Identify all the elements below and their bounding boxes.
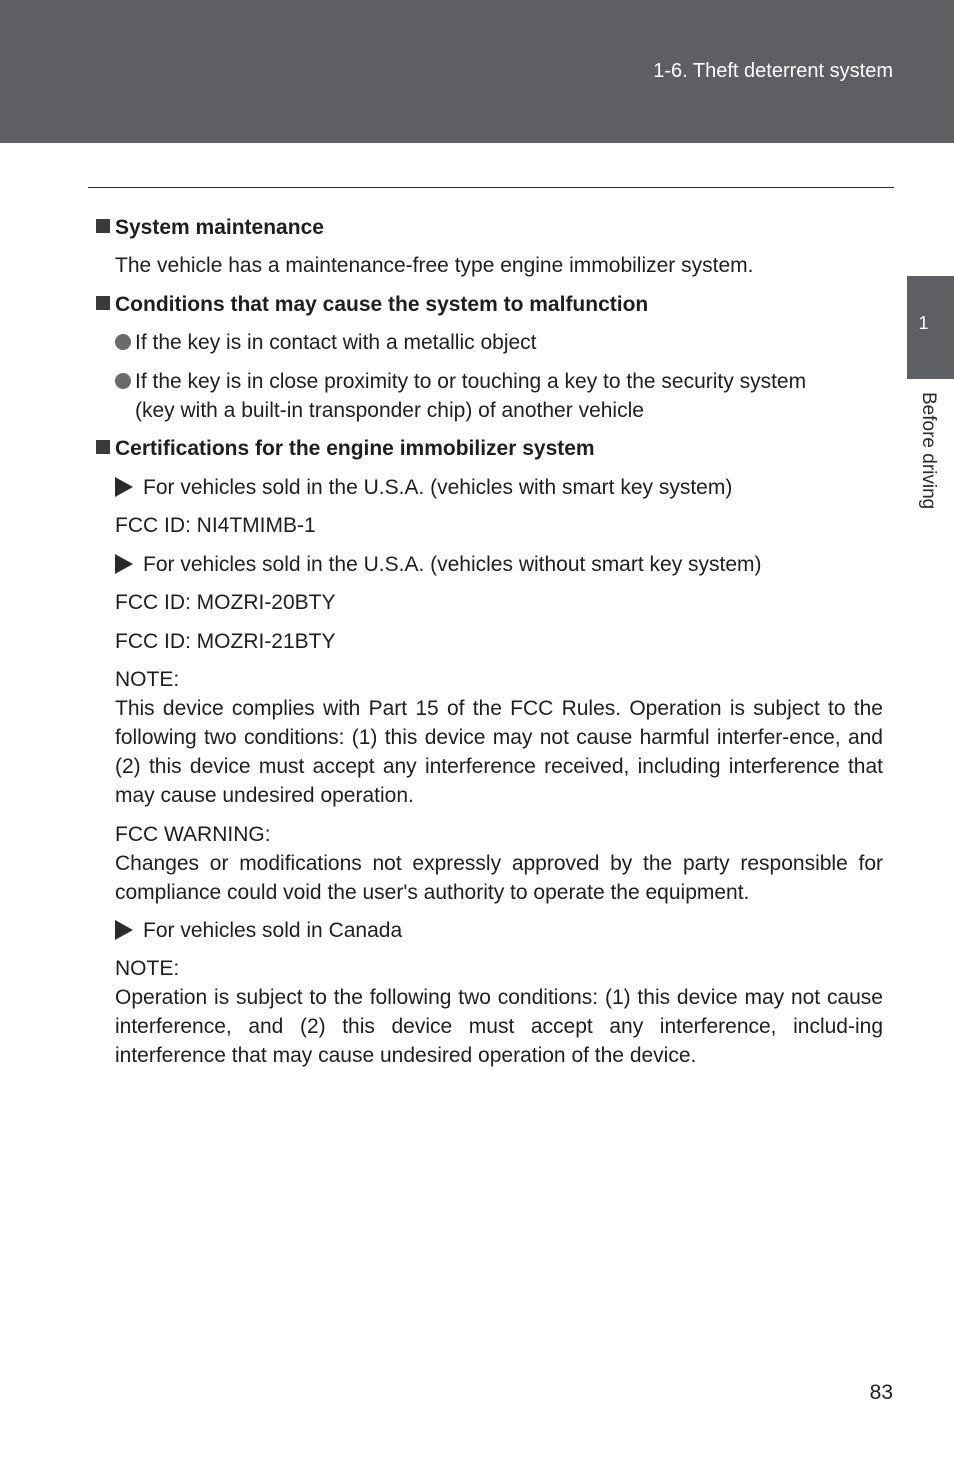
- square-bullet-icon: [96, 219, 110, 233]
- canada-note-text: Operation is subject to the following two conditions: (1) this device may not cause interference, and (2) this device must accept any interference, includ-ing interference that may cause undesired operation of the device.: [115, 986, 883, 1067]
- region-canada: For vehicles sold in Canada: [115, 916, 402, 945]
- circle-bullet-icon: [115, 334, 131, 350]
- chapter-tab: [907, 276, 954, 379]
- bullet-item: If the key is in close proximity to or touching a key to the security system: [115, 367, 806, 396]
- header-rule: [88, 187, 894, 188]
- fcc-id: FCC ID: NI4TMIMB-1: [115, 514, 316, 537]
- heading-certifications: Certifications for the engine immobilizer system: [96, 434, 595, 463]
- bullet-item-continued: (key with a built-in transponder chip) of another vehicle: [135, 399, 644, 422]
- triangle-arrow-icon: [115, 920, 133, 940]
- note-text: This device complies with Part 15 of the FCC Rules. Operation is subject to the following two conditions: (1) this device may not cause harmful interfer-ence, and (2) this device must accept any interference received, including interference that may cause undesired operation.: [115, 697, 883, 807]
- triangle-arrow-icon: [115, 477, 133, 497]
- page-number: 83: [869, 1381, 893, 1404]
- circle-bullet-icon: [115, 373, 131, 389]
- warning-label: FCC WARNING:: [115, 823, 271, 846]
- header-band: [0, 0, 954, 143]
- fcc-id: FCC ID: MOZRI-21BTY: [115, 630, 336, 653]
- warning-text: Changes or modifications not expressly approved by the party responsible for compliance could void the user's authority to operate the equipment.: [115, 852, 883, 904]
- fcc-id: FCC ID: MOZRI-20BTY: [115, 591, 336, 614]
- region-usa-smart: For vehicles sold in the U.S.A. (vehicles with smart key system): [115, 473, 732, 502]
- note-label: NOTE:: [115, 668, 180, 691]
- region-usa-no-smart: For vehicles sold in the U.S.A. (vehicles without smart key system): [115, 550, 762, 579]
- square-bullet-icon: [96, 296, 110, 310]
- heading-system-maintenance: System maintenance: [96, 213, 324, 242]
- triangle-arrow-icon: [115, 554, 133, 574]
- square-bullet-icon: [96, 440, 110, 454]
- maintenance-text: The vehicle has a maintenance-free type engine immobilizer system.: [115, 254, 754, 277]
- bullet-item: If the key is in contact with a metallic object: [115, 328, 537, 357]
- canada-note-label: NOTE:: [115, 957, 180, 980]
- chapter-number: 1: [918, 313, 929, 333]
- chapter-label: Before driving: [918, 392, 939, 510]
- heading-malfunction: Conditions that may cause the system to malfunction: [96, 290, 648, 319]
- section-title: 1-6. Theft deterrent system: [653, 60, 893, 82]
